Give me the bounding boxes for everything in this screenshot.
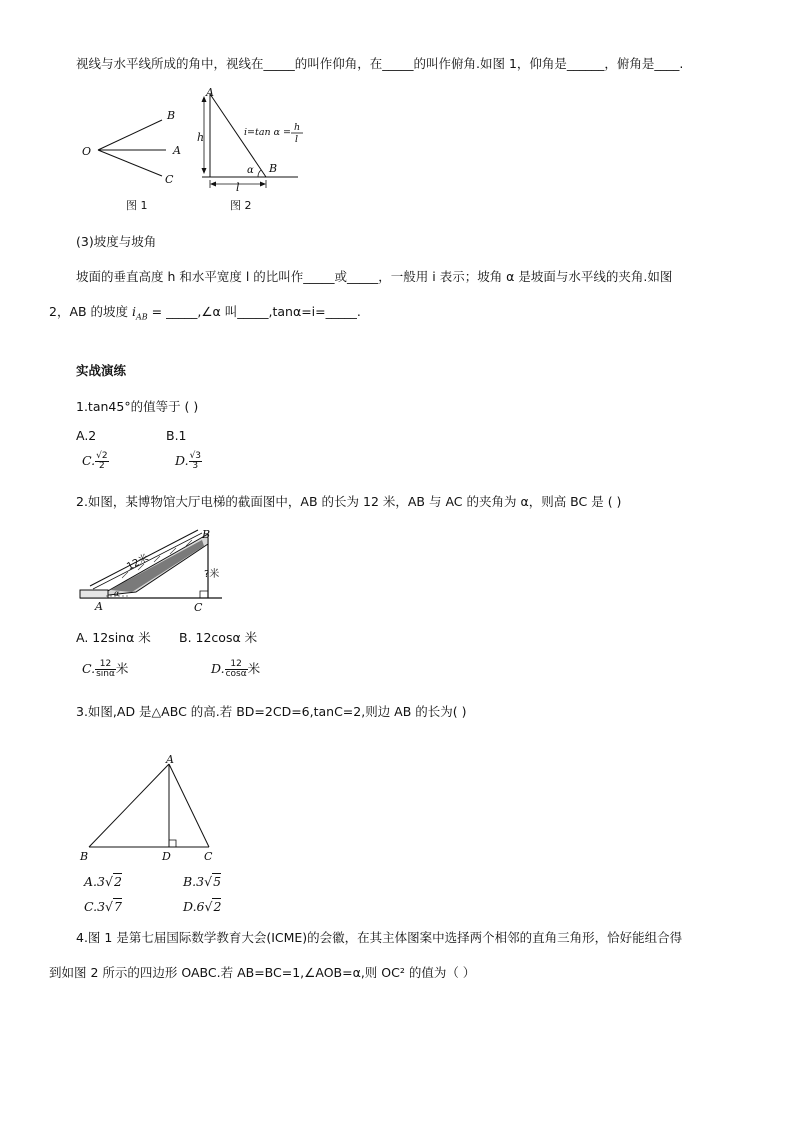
figure-2-diagram [197, 86, 303, 212]
triangle-abc-figure [76, 754, 226, 866]
fig2-formula-numerator: h [294, 122, 301, 133]
practice-heading: 实战演练 [76, 363, 127, 378]
q1-option-a: A.2 [76, 428, 97, 443]
q3-option-a-radicand: 2 [113, 874, 122, 889]
q3-option-b-radicand: 5 [213, 874, 222, 889]
q2-option-b: B. 12cosα 米 [179, 630, 258, 645]
q1-option-c-num: √2 [96, 451, 108, 461]
q1-option-c-den: 2 [98, 461, 105, 471]
q1-option-d-label: D. [175, 453, 189, 468]
q2-option-d-den: cosα [225, 669, 247, 679]
q2-option-d [211, 659, 260, 679]
q3-option-a: A.3√2 [84, 874, 122, 889]
fig1-label-c: C [165, 173, 174, 186]
figure-1-diagram [82, 109, 181, 212]
q2-option-d-num: 12 [225, 660, 248, 670]
fig2-label-b: B [269, 162, 278, 175]
q2-label-c: C [194, 601, 203, 614]
fig2-label-a: A [206, 86, 214, 99]
q2-label-b: B [202, 528, 211, 541]
slope-subscript: AB [136, 312, 148, 322]
section3-heading: (3)坡度与坡角 [76, 234, 157, 249]
q3-option-c-label: C.3 [84, 899, 106, 914]
q3-stem: 3.如图,AD 是△ABC 的高.若 BD=2CD=6,tanC=2,则边 AB 的长为( ) [76, 704, 467, 719]
q3-option-d: D.6√2 [183, 899, 222, 914]
q2-label-alpha: α [114, 589, 120, 598]
q2-label-length: 12米 [125, 552, 151, 573]
q2-option-c-num: 12 [95, 660, 116, 670]
q2-option-d-label: D. [211, 661, 225, 676]
fig2-label-l: l [236, 181, 240, 194]
q3-option-c-radicand: 7 [114, 899, 122, 914]
q1-option-d-den: 3 [192, 461, 199, 471]
q1-option-c [82, 452, 109, 471]
q3-option-b: B.3√5 [183, 874, 222, 889]
fig1-label-a: A [173, 144, 181, 157]
fig2-label-h: h [197, 131, 205, 144]
q3-option-c: C.3√7 [84, 899, 122, 914]
escalator-figure [76, 526, 226, 618]
q2-label-height: ?米 [204, 569, 220, 580]
slope-i-symbol: i [132, 304, 137, 319]
q3-option-b-label: B.3 [183, 874, 205, 889]
section3-para1: 坡面的垂直高度 h 和水平宽度 l 的比叫作_____或_____，一般用 i 表示；坡角 α 是坡面与水平线的夹角.如图 [76, 269, 673, 284]
q4-line1: 4.图 1 是第七届国际数学教育大会(ICME)的会徽，在其主体图案中选择两个相邻的直角三角形，恰好能组合得 [76, 930, 683, 945]
fig1-label-b: B [167, 109, 176, 122]
section3-para2 [49, 302, 361, 322]
q3-option-a-label: A.3 [84, 874, 105, 889]
q3-label-c: C [204, 850, 213, 863]
q3-label-d: D [162, 850, 171, 863]
q2-option-c-den: sinα [96, 669, 115, 679]
fig1-label-o: O [82, 145, 92, 158]
q2-option-a: A. 12sinα 米 [76, 630, 151, 645]
q3-label-b: B [80, 850, 89, 863]
q2-stem: 2.如图，某博物馆大厅电梯的截面图中，AB 的长为 12 米，AB 与 AC 的夹角为 α，则高 BC 是 ( ) [76, 494, 622, 509]
q1-option-d-num: √3 [189, 451, 202, 461]
q2-option-c [82, 659, 128, 679]
fig2-formula-denominator: l [295, 134, 299, 145]
angle-figures [76, 84, 316, 219]
q3-label-a: A [166, 754, 174, 766]
fig2-label-alpha: α [247, 165, 254, 176]
q1-option-d [175, 452, 202, 471]
q2-option-c-label: C. [82, 661, 96, 676]
q2-option-c-unit: 米 [115, 661, 129, 676]
q3-option-d-radicand: 2 [213, 899, 222, 914]
fig2-caption: 图 2 [230, 199, 252, 212]
q2-option-d-unit: 米 [247, 661, 261, 676]
q3-option-d-label: D.6 [183, 899, 205, 914]
q1-option-b: B.1 [166, 428, 187, 443]
section3-para2-prefix: 2，AB 的坡度 [49, 304, 133, 319]
fig2-formula: i=tan α = [244, 127, 292, 138]
intro-text: 视线与水平线所成的角中，视线在_____的叫作仰角，在_____的叫作俯角.如图 1，仰角是______，俯角是____. [76, 56, 684, 71]
q1-option-c-label: C. [82, 453, 96, 468]
q4-line2: 到如图 2 所示的四边形 OABC.若 AB=BC=1,∠AOB=α,则 OC² 的值为（ ） [49, 965, 476, 980]
q2-label-a: A [95, 600, 103, 613]
q1-stem: 1.tan45°的值等于 ( ) [76, 399, 199, 414]
fig1-caption: 图 1 [126, 199, 148, 212]
section3-para2-suffix: = _____,∠α 叫_____,tanα=i=_____. [147, 304, 361, 319]
